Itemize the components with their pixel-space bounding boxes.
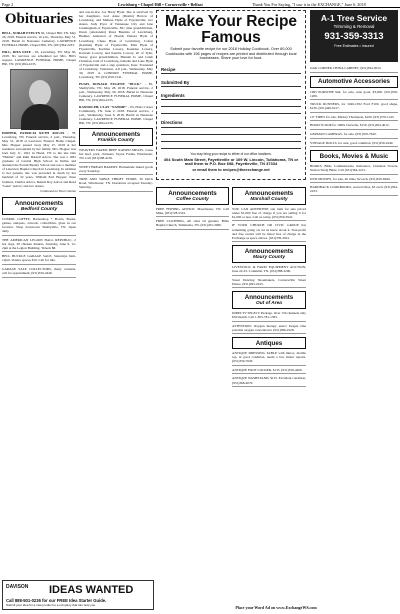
- classified-ad: FREE FISHING ADVICE, Manchester, TN. Call Mike, (931)728-5522.: [156, 207, 229, 218]
- classified-ad: LIVESTOCK & FARM EQUIPMENT AUCTION, June 22-23. Columbia, TN. (931)388-2200.: [232, 265, 306, 276]
- classified-ad: ANTIQUE DRESSING TABLE with mirror, marble top, in good condition, needs a few minor repairs. (931)359-7620.: [232, 351, 306, 366]
- classified-ad: BELL BUCKLE GARAGE SALE, Saturdays 6am-12pm. Vendor spaces $10. Call for info.: [2, 254, 76, 265]
- classified-ad: Street Dancing Shoemakers, Cornersville Street Dance, (931)293-2245.: [232, 278, 306, 289]
- obituary-text: - 63, Holts Corner Community, TN. June 2, 2018. Funeral service, 1 p.m., Wednesday, June 6, 2018. Burial in Nazarene Cemetery. LAWRENCE FUNERAL HOME, Chapel Hill, TN. (931)364-2233.: [79, 104, 153, 126]
- continued-note: Continued on Next Column: [40, 189, 76, 194]
- obituary-entry: [2, 131, 76, 188]
- classified-ad: BOOKS, Bible Commentaries, Reference, Christian Novels, Nelson Study Bible. Call (931)364-2215.: [310, 164, 398, 175]
- submitted-by-label: Submitted By: [161, 80, 301, 87]
- coffee-column: [156, 184, 229, 604]
- classified-ad: IF YOUR CHURCH OR CIVIC GROUP has something going on, let us know about it. Non-profit and free events will be listed free of charge in the Exchange as space allows. (931)359-3941.: [232, 223, 306, 242]
- classified-ad: VINTAGE DOLLS, for sale, good condition. (931)359-2440.: [310, 141, 398, 148]
- announcements-region: Franklin County: [97, 138, 135, 144]
- issue-line: Thank You For Saying, "I saw it in the EXCHANGE," June 6, 2018: [252, 1, 366, 7]
- page-header: [0, 0, 400, 8]
- obituaries-continued-column: [79, 10, 153, 576]
- davison-logo: DAVISON: [6, 584, 29, 590]
- tree-service-tagline: Trimming & Removal: [333, 24, 375, 30]
- marshall-column: [232, 184, 306, 604]
- announcements-heading: Announcements Coffee County: [156, 187, 229, 205]
- obituary-name: HILL, RITA FAYE: [2, 49, 31, 54]
- obituary-entry: [79, 82, 153, 102]
- ideas-headline: IDEAS WANTED: [49, 584, 134, 596]
- obituary-entry: [2, 31, 76, 47]
- automotive-heading: Automotive Accessories: [310, 76, 398, 88]
- obituary-entry: [2, 50, 76, 66]
- classified-ad: THE AMERICAN LEGION HALL REPUBLIC, 2 hot dogs, 20 chicken dinners, Saturday, June 9, 12-2pm at the Legion Building. Tickets $8.: [2, 238, 76, 253]
- tree-service-phone: 931-359-3313: [324, 31, 384, 43]
- right-column: [310, 66, 398, 604]
- classified-ad: HARDBACK COOKBOOKS, several titles, $3 each. (931)364-2233.: [310, 185, 398, 196]
- ingredients-label: Ingredients: [161, 93, 301, 100]
- obituary-text: - 85, Shelbyville, TN. May 28, 2018. Funeral service, 2 p.m., Wednesday, May 30, 2018. Burial in Nazarene Cemetery. LAWRENCE FUNERAL HOME, Chapel Hill, TN. (931)364-2233.: [79, 81, 153, 103]
- obituary-continuation: and son-in-law, Joe Harry Hyde. She is survived by her daughters, Lori Anne (Dustin) Barrow of Lewisburg, and Melissa Hyde of Fayetteville; two sisters, Judy Pryor of Tennessee City and Jane Cunningham of Fayetteville, NC; nine grandchildren, Dawn (Alexander) Perez Bautista of Lewisburg, Heather Anderson of Hoenh, Dakota Hyde of Lewisburg, Chase Hyde of Lewisburg, Colton (Karmen) Hyde of Fayetteville, Matt Hyde of Fayetteville, Kachina Lowery, Kassidee Lowery, Konrads Lowery, and Kendra Lowery, all of Tyler, Texas; great grandchildren, Hannah Jo and Caleb Christian, both of Lewisburg, Isabelle and Lane Hyde of Fayetteville and a step grandson, Isaac Townsend of Lewisburg. Visitation, 4-8 p.m., Wednesday, May 30, 2018 at LONDON FUNERAL HOME, Lewisburg, TN. (931)359-1541.: [79, 10, 153, 80]
- classified-ad: YOU CAN ADVERTISE one item for sale priced under $1,000 free of charge if you are selling it for $1,000 or less. Call us today, (931)359-3941.: [232, 207, 306, 222]
- announcements-heading: Announcements Bedford County: [2, 197, 76, 215]
- directions-label: Directions: [161, 120, 301, 127]
- obituary-photo: [10, 69, 68, 129]
- obituary-name: HOPPER, PATRICIA RUTH ADCOX: [2, 130, 65, 135]
- classified-ad: FREE CLOTHING, All sizes all genders. Bible Baptist Church, Tullahoma, TN. (931)455-3060.: [156, 219, 229, 230]
- classified-ad: ANTIQUE WASHSTAND, $125. Excellent condition. (931)368-4070.: [232, 376, 306, 387]
- announcements-heading: Announcements Maury County: [232, 245, 306, 263]
- recipe-headline: Make Your Recipe Famous: [164, 13, 298, 46]
- obituary-text: - 63, Lewisburg, TN. May 30, 2018. No services are scheduled per Mrs. Hill's request. LAWRENCE FUNERAL HOME, Chapel Hill, TN. (931)364-2233.: [2, 49, 76, 67]
- recipe-fine-print: You may bring your recipe to either of our office locations:: [190, 151, 272, 156]
- page-footer: Place your Word Ad on www.ExchangeWS.com: [235, 605, 317, 610]
- obituary-text: - 78, Lewisburg, TN. Funeral service, 2 p.m., Thursday, May 31, 2018 at Lawrence Funeral Home Chapel. Mrs. Hopper passed away May 27, 2018 at her residence surrounded by her family. Mrs. Hopper was born July 11, 1941 in Hazel, TN to the late Dan "Helmer" and Ruth Darnell Adcox. She was a 1961 graduate of Central High School in Dallas and attended the Forum Beauty School and was a member of Lakeview Baptist Church in Lewisburg. In addition to her parents, she was preceded in death by her husband of 32 years, William Earl Hopper; three brothers, Charles Adcox, Dennis Roy Adcox and Reed "Gene" Adcox; and two sisters.: [2, 130, 76, 188]
- tree-service-note: Free Estimates • Insured: [334, 43, 374, 48]
- recipe-address: 404 South Main Street, Fayetteville or 109 W. Lincoln, Tullahoma, TN or mail them to P.O. Box 698, Fayetteville, TN 37334: [163, 156, 299, 167]
- ideas-call: Call 888-501-0236 for our FREE Idea Starter Guide.: [6, 598, 107, 603]
- page-number: Page 2: [2, 1, 14, 7]
- announcements-heading: Announcements Out of Area: [232, 291, 306, 309]
- tree-service-ad: [310, 10, 398, 62]
- books-heading: Books, Movies & Music: [310, 150, 398, 162]
- tree-service-name: A-1 Tree Service: [320, 13, 388, 23]
- paper-locations: Lewisburg • Chapel Hill • Cornersville • Belfast: [118, 1, 203, 7]
- obituary-name: RANDOLPH, CLAY "NANDIE": [79, 104, 128, 109]
- obituaries-title: Obituaries: [4, 11, 74, 27]
- obituary-name: PUGH, DONALD EUGENE "DUCK": [79, 81, 142, 86]
- classified-ad: DVD MOVIES, for sale, 40 titles, $2 each. (931)359-6640.: [310, 177, 398, 184]
- classified-ad: COSMIC COFFEE, Barbershop + Bowls, Books, games, antiques, artwork, collectibles, glass in our location. Shop downtown Shelbyville, TN. Open daily.: [2, 217, 76, 236]
- obituary-name: BELL, NORAH EVELYN: [2, 31, 41, 35]
- classified-ad: GERMAN CAMERAS, for sale. (931)359-7620.: [310, 132, 398, 139]
- classified-ad: WEAVERS FARMS BEEF RAISED MEATS. Grass fed beef, pork, chickens. Taylor Farms, Winchester, TN. Call (931)308-4150.: [79, 148, 153, 163]
- announcements-region: Out of Area: [256, 301, 282, 307]
- announcements-region: Maury County: [253, 255, 285, 261]
- recipe-contest-ad: [156, 10, 306, 180]
- classified-ad: 1995 PORSCHE 944, for sale, runs good, $3,000. (931)359-1209.: [310, 90, 398, 101]
- obituary-entry: [79, 105, 153, 125]
- recipe-field-label: Recipe: [161, 67, 301, 74]
- classified-ad: HOOD SCOOP for 1960s Chevelle, $150. (931)364-4012.: [310, 123, 398, 130]
- classified-ad: SWEET BREAD BAKERY. Homemade baked goods every Saturday.: [79, 165, 153, 176]
- classified-ad: OAK CORNER CHINA CABINET, (931)364-0012.: [310, 66, 398, 73]
- announcements-heading: Announcements Franklin County: [79, 128, 153, 146]
- obituary-text: 62, Chapel Hill, TN. May 26, 2018. Funeral service, 10 a.m., Thursday, May 31, 2018. Burial in Nazarene Cemetery. LAWRENCE FUNERAL HOME, Chapel Hill, TN. (931)364-2233.: [2, 31, 76, 48]
- announcements-region: Bedford County: [20, 207, 58, 213]
- classified-ad: DIRECTV SELECT Package. Over 150 channels only $35/month. Call 1-855-781-1565.: [232, 311, 306, 322]
- antiques-heading: Antiques: [232, 337, 306, 349]
- classified-ad: GARAGE SALE COLLECTORS, many contents, call for appointment; (931)359-2440.: [2, 267, 76, 278]
- announcements-region: Marshall County: [250, 196, 288, 202]
- classified-ad: TREE AND TABLE THRIFT STORE, 30 Davis Road, Winchester, TN. Donations accepted Tuesday-Saturday.: [79, 177, 153, 192]
- announcements-region: Coffee County: [176, 196, 209, 202]
- recipe-subtext: Submit your favorite recipe for our 2018 Holiday Cookbook. Over 80,000 Cookbooks with 196 pages of recipes are printed and distributed through local businesses. Share your love for food.: [165, 47, 297, 61]
- recipe-email: or email them to recipes@theexchange.net: [192, 168, 270, 173]
- classified-ad: ATTENTION: Oxygen therapy users! Inogen One portable oxygen concentrator. (931)386-2228.: [232, 324, 306, 335]
- ideas-wanted-ad: [2, 580, 154, 610]
- announcements-heading: Announcements Marshall County: [232, 187, 306, 205]
- classified-ad: TRUCK RUNNERS, for 1940-1952 Ford F100, good shape, $130. (931)446-0217.: [310, 102, 398, 113]
- classified-ad: ANTIQUE FOOT LOCKER, $135. (931)359-4400.: [232, 368, 306, 375]
- classified-ad: 10" TIRES for sale, Mickey Thompson, $100. (931)379-1145.: [310, 115, 398, 122]
- ideas-note: Submit your idea for a new product to a company that can help you.: [6, 603, 96, 607]
- obituaries-column: [2, 10, 76, 576]
